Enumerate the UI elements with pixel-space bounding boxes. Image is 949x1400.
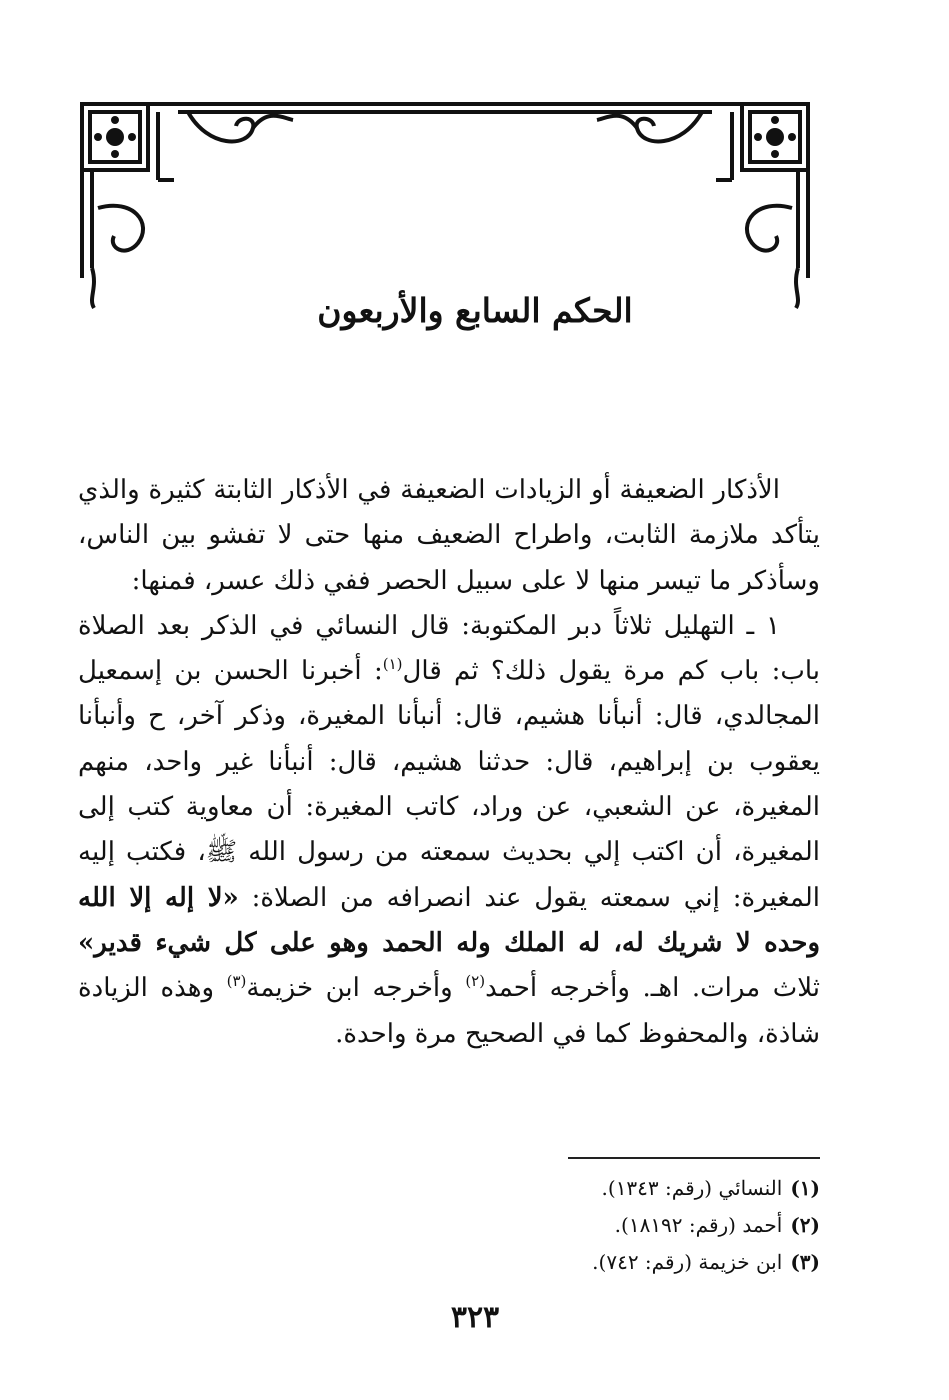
footnote-text: أحمد (رقم: ١٨١٩٢).: [614, 1213, 783, 1237]
text-segment: ثلاث مرات. اهـ. وأخرجه أحمد: [485, 973, 820, 1004]
footnote-text: النسائي (رقم: ١٣٤٣).: [601, 1176, 783, 1200]
text-segment: وأخرجه ابن خزيمة: [246, 973, 466, 1004]
footnote-item: [300, 1244, 820, 1281]
footnote-ref: (١): [382, 655, 403, 674]
footnotes: [300, 1170, 820, 1281]
intro-paragraph: الأذكار الضعيفة أو الزيادات الضعيفة في الأذكار الثابتة كثيرة والذي يتأكد ملازمة الثابت، واطراح الضعيف منها حتى لا تفشو بين الناس، وسأذكر ما تيسر منها لا على سبيل الحصر ففي ذلك عسر، فمنها:: [78, 475, 820, 596]
main-text: [78, 468, 820, 1057]
item-1-paragraph: [78, 604, 820, 1057]
text-segment: : أخبرنا الحسن بن إسمعيل المجالدي، قال: أنبأنا هشيم، قال: أنبأنا المغيرة، وذكر آخر، ح وأنبأنا يعقوب بن إبراهيم، قال: حدثنا هشيم، قال: أنبأنا غير واحد، منهم المغيرة، عن الشعبي، عن وراد، كاتب المغيرة: أن معاوية كتب إلى المغيرة، أن اكتب إلي بحديث سمعته من رسول الله ﷺ، فكتب إليه المغيرة: إني سمعته يقول عند انصرافه من الصلاة:: [78, 656, 821, 913]
footnote-number: (٣): [790, 1250, 820, 1274]
footnote-item: [300, 1207, 820, 1244]
page-number: ٣٢٣: [450, 1300, 500, 1335]
footnote-item: [300, 1170, 820, 1207]
hadith-quote: «لا إله إلا الله وحده لا شريك له، له الملك وله الحمد وهو على كل شيء قدير»: [78, 882, 820, 958]
ornamental-header-frame: [78, 98, 812, 310]
footnote-divider: [568, 1157, 820, 1159]
footnote-ref: (٣): [226, 972, 247, 991]
chapter-title: الحكم السابع والأربعون: [317, 291, 633, 330]
text-segment: وهذه الزيادة شاذة، والمحفوظ كما في الصحيح مرة واحدة.: [78, 973, 820, 1049]
footnote-ref: (٢): [465, 972, 486, 991]
footnote-number: (١): [790, 1176, 820, 1200]
footnote-text: ابن خزيمة (رقم: ٧٤٢).: [592, 1250, 783, 1274]
footnote-number: (٢): [790, 1213, 820, 1237]
text-segment: ١ ـ التهليل ثلاثاً دبر المكتوبة: قال النسائي في الذكر بعد الصلاة باب: باب كم مرة يقول ذلك؟ ثم قال: [78, 610, 820, 687]
